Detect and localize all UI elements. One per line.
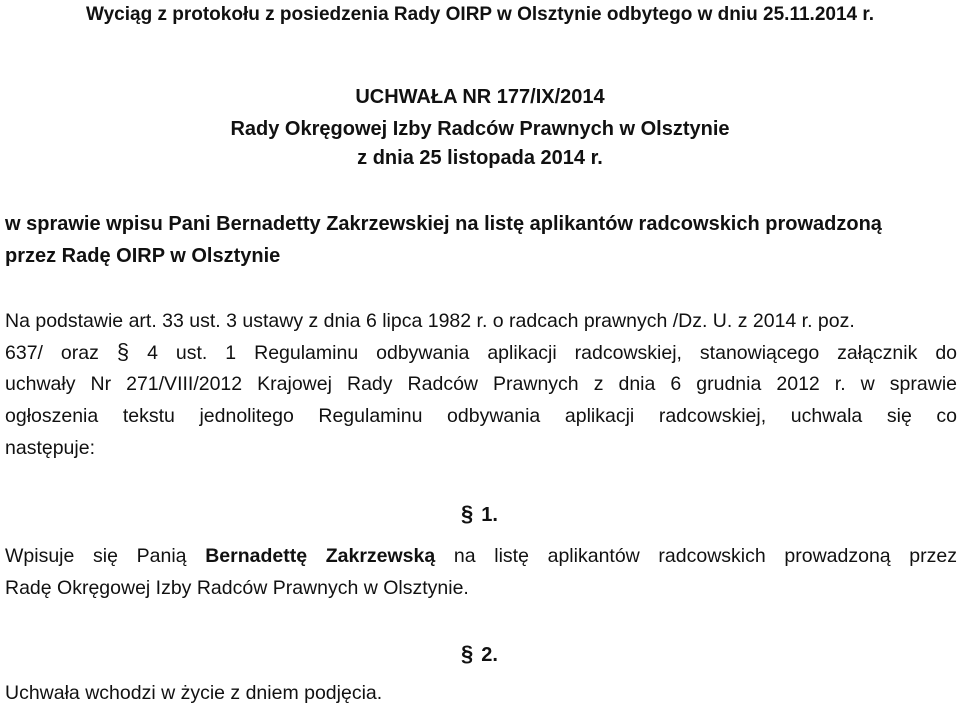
section-2-sign: §: [461, 641, 474, 666]
section-1-number: 1.: [481, 504, 498, 526]
subject-line-2: przez Radę OIRP w Olsztynie: [5, 245, 281, 267]
basis-line-3: uchwały Nr 271/VIII/2012 Krajowej Rady Radców Prawnych z dnia 6 grudnia 2012 r. w sprawie: [5, 373, 957, 395]
extract-title: Wyciąg z protokołu z posiedzenia Rady OIRP w Olsztynie odbytego w dniu 25.11.2014 r.: [86, 4, 874, 25]
resolution-number: UCHWAŁA NR 177/IX/2014: [355, 86, 605, 108]
section-1-text-end: na listę aplikantów radcowskich prowadzoną przez: [453, 545, 957, 567]
section-2-heading: [461, 641, 498, 667]
resolution-issuer: Rady Okręgowej Izby Radców Prawnych w Olsztynie: [230, 118, 730, 140]
applicant-name: Bernadettę Zakrzewską: [205, 545, 436, 567]
section-1-sign: §: [461, 501, 474, 526]
section-1-text-start: Wpisuje się Panią: [5, 545, 206, 567]
basis-line-5: następuje:: [5, 437, 95, 459]
basis-line-2-end: 4 ust. 1 Regulaminu odbywania aplikacji radcowskiej, stanowiącego załącznik do: [147, 342, 958, 364]
paragraph-sign: §: [116, 339, 130, 364]
section-1-line-2: Radę Okręgowej Izby Radców Prawnych w Olsztynie.: [5, 577, 469, 599]
subject-line-1: w sprawie wpisu Pani Bernadetty Zakrzewskiej na listę aplikantów radcowskich prowadzoną: [5, 213, 882, 235]
basis-line-4: ogłoszenia tekstu jednolitego Regulaminu odbywania aplikacji radcowskiej, uchwala się co: [5, 405, 957, 427]
basis-line-1: Na podstawie art. 33 ust. 3 ustawy z dnia 6 lipca 1982 r. o radcach prawnych /Dz. U. z 2014 r. poz.: [5, 310, 855, 332]
basis-line-2: [5, 341, 957, 364]
section-2-number: 2.: [481, 644, 498, 666]
basis-line-2-start: 637/ oraz: [5, 342, 99, 364]
resolution-date: z dnia 25 listopada 2014 r.: [357, 147, 603, 169]
section-1-line-1: [5, 545, 957, 567]
section-2-text: Uchwała wchodzi w życie z dniem podjęcia.: [5, 682, 383, 704]
section-1-heading: [461, 501, 498, 527]
